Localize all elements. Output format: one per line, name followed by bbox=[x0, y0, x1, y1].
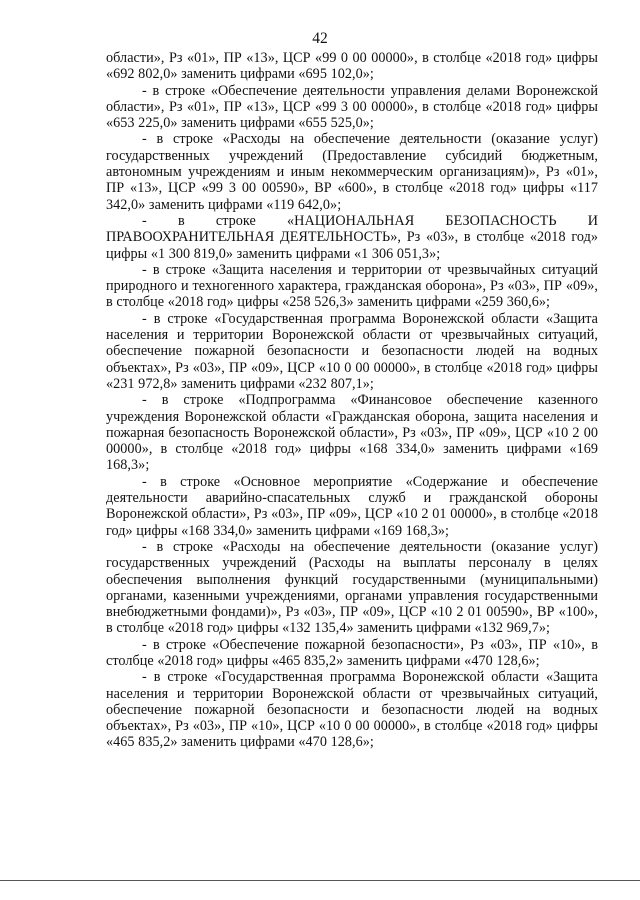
paragraph-5: - в строке «Защита населения и территории от чрезвычайных ситуаций природного и техногенного характера, гражданская оборона», Рз «03», ПР «09», в столбце «2018 год» цифры «258 526,3» заменить цифрами «259 360,6»; bbox=[106, 261, 598, 311]
paragraph-9: - в строке «Расходы на обеспечение деятельности (оказание услуг) государственных учреждений (Расходы на выплаты персоналу в целях обеспечения выполнения функций государственными (муниципальными) органами, казенными учреждениями, органами управления государственными внебюджетными фондами)», Рз «03», ПР «09», ЦСР «10 2 01 00590», ВР «100», в столбце «2018 год» цифры «132 135,4» заменить цифрами «132 969,7»; bbox=[106, 538, 598, 637]
paragraph-8: - в строке «Основное мероприятие «Содержание и обеспечение деятельности аварийно-спасательных служб и гражданской обороны Воронежской области», Рз «03», ПР «09», ЦСР «10 2 01 00000», в столбце «2018 год» цифры «168 334,0» заменить цифрами «169 168,3»; bbox=[106, 473, 598, 539]
paragraph-10: - в строке «Обеспечение пожарной безопасности», Рз «03», ПР «10», в столбце «2018 год» цифры «465 835,2» заменить цифрами «470 128,6»; bbox=[106, 636, 598, 669]
paragraph-2: - в строке «Обеспечение деятельности управления делами Воронежской области», Рз «01», ПР «13», ЦСР «99 3 00 00000», в столбце «2018 год» цифры «653 225,0» заменить цифрами «655 525,0»; bbox=[106, 82, 598, 132]
paragraph-7: - в строке «Подпрограмма «Финансовое обеспечение казенного учреждения Воронежской области «Гражданская оборона, защита населения и пожарная безопасность Воронежской области», Рз «03», ПР «09», ЦСР «10 2 00 00000», в столбце «2018 год» цифры «168 334,0» заменить цифрами «169 168,3»; bbox=[106, 392, 598, 474]
paragraph-11: - в строке «Государственная программа Воронежской области «Защита населения и территории Воронежской области от чрезвычайных ситуаций, обеспечение пожарной безопасности и безопасности людей на водных объектах», Рз «03», ПР «10», ЦСР «10 0 00 00000», в столбце «2018 год» цифры «465 835,2» заменить цифрами «470 128,6»; bbox=[106, 669, 598, 751]
document-body bbox=[106, 50, 598, 751]
page-number: 42 bbox=[312, 30, 328, 47]
page-bottom-edge-line bbox=[0, 880, 640, 881]
paragraph-4: - в строке «НАЦИОНАЛЬНАЯ БЕЗОПАСНОСТЬ И ПРАВООХРАНИТЕЛЬНАЯ ДЕЯТЕЛЬНОСТЬ», Рз «03», в столбце «2018 год» цифры «1 300 819,0» заменить цифрами «1 306 051,3»; bbox=[106, 212, 598, 262]
paragraph-3: - в строке «Расходы на обеспечение деятельности (оказание услуг) государственных учреждений (Предоставление субсидий бюджетным, автономным учреждениям и иным некоммерческим организациям)», Рз «01», ПР «13», ЦСР «99 3 00 00590», ВР «600», в столбце «2018 год» цифры «117 342,0» заменить цифрами «119 642,0»; bbox=[106, 131, 598, 213]
paragraph-6: - в строке «Государственная программа Воронежской области «Защита населения и территории Воронежской области от чрезвычайных ситуаций, обеспечение пожарной безопасности и безопасности людей на водных объектах», Рз «03», ПР «09», ЦСР «10 0 00 00000», в столбце «2018 год» цифры «231 972,8» заменить цифрами «232 807,1»; bbox=[106, 310, 598, 392]
paragraph-1: области», Рз «01», ПР «13», ЦСР «99 0 00 00000», в столбце «2018 год» цифры «692 802,0» заменить цифрами «695 102,0»; bbox=[106, 50, 598, 83]
